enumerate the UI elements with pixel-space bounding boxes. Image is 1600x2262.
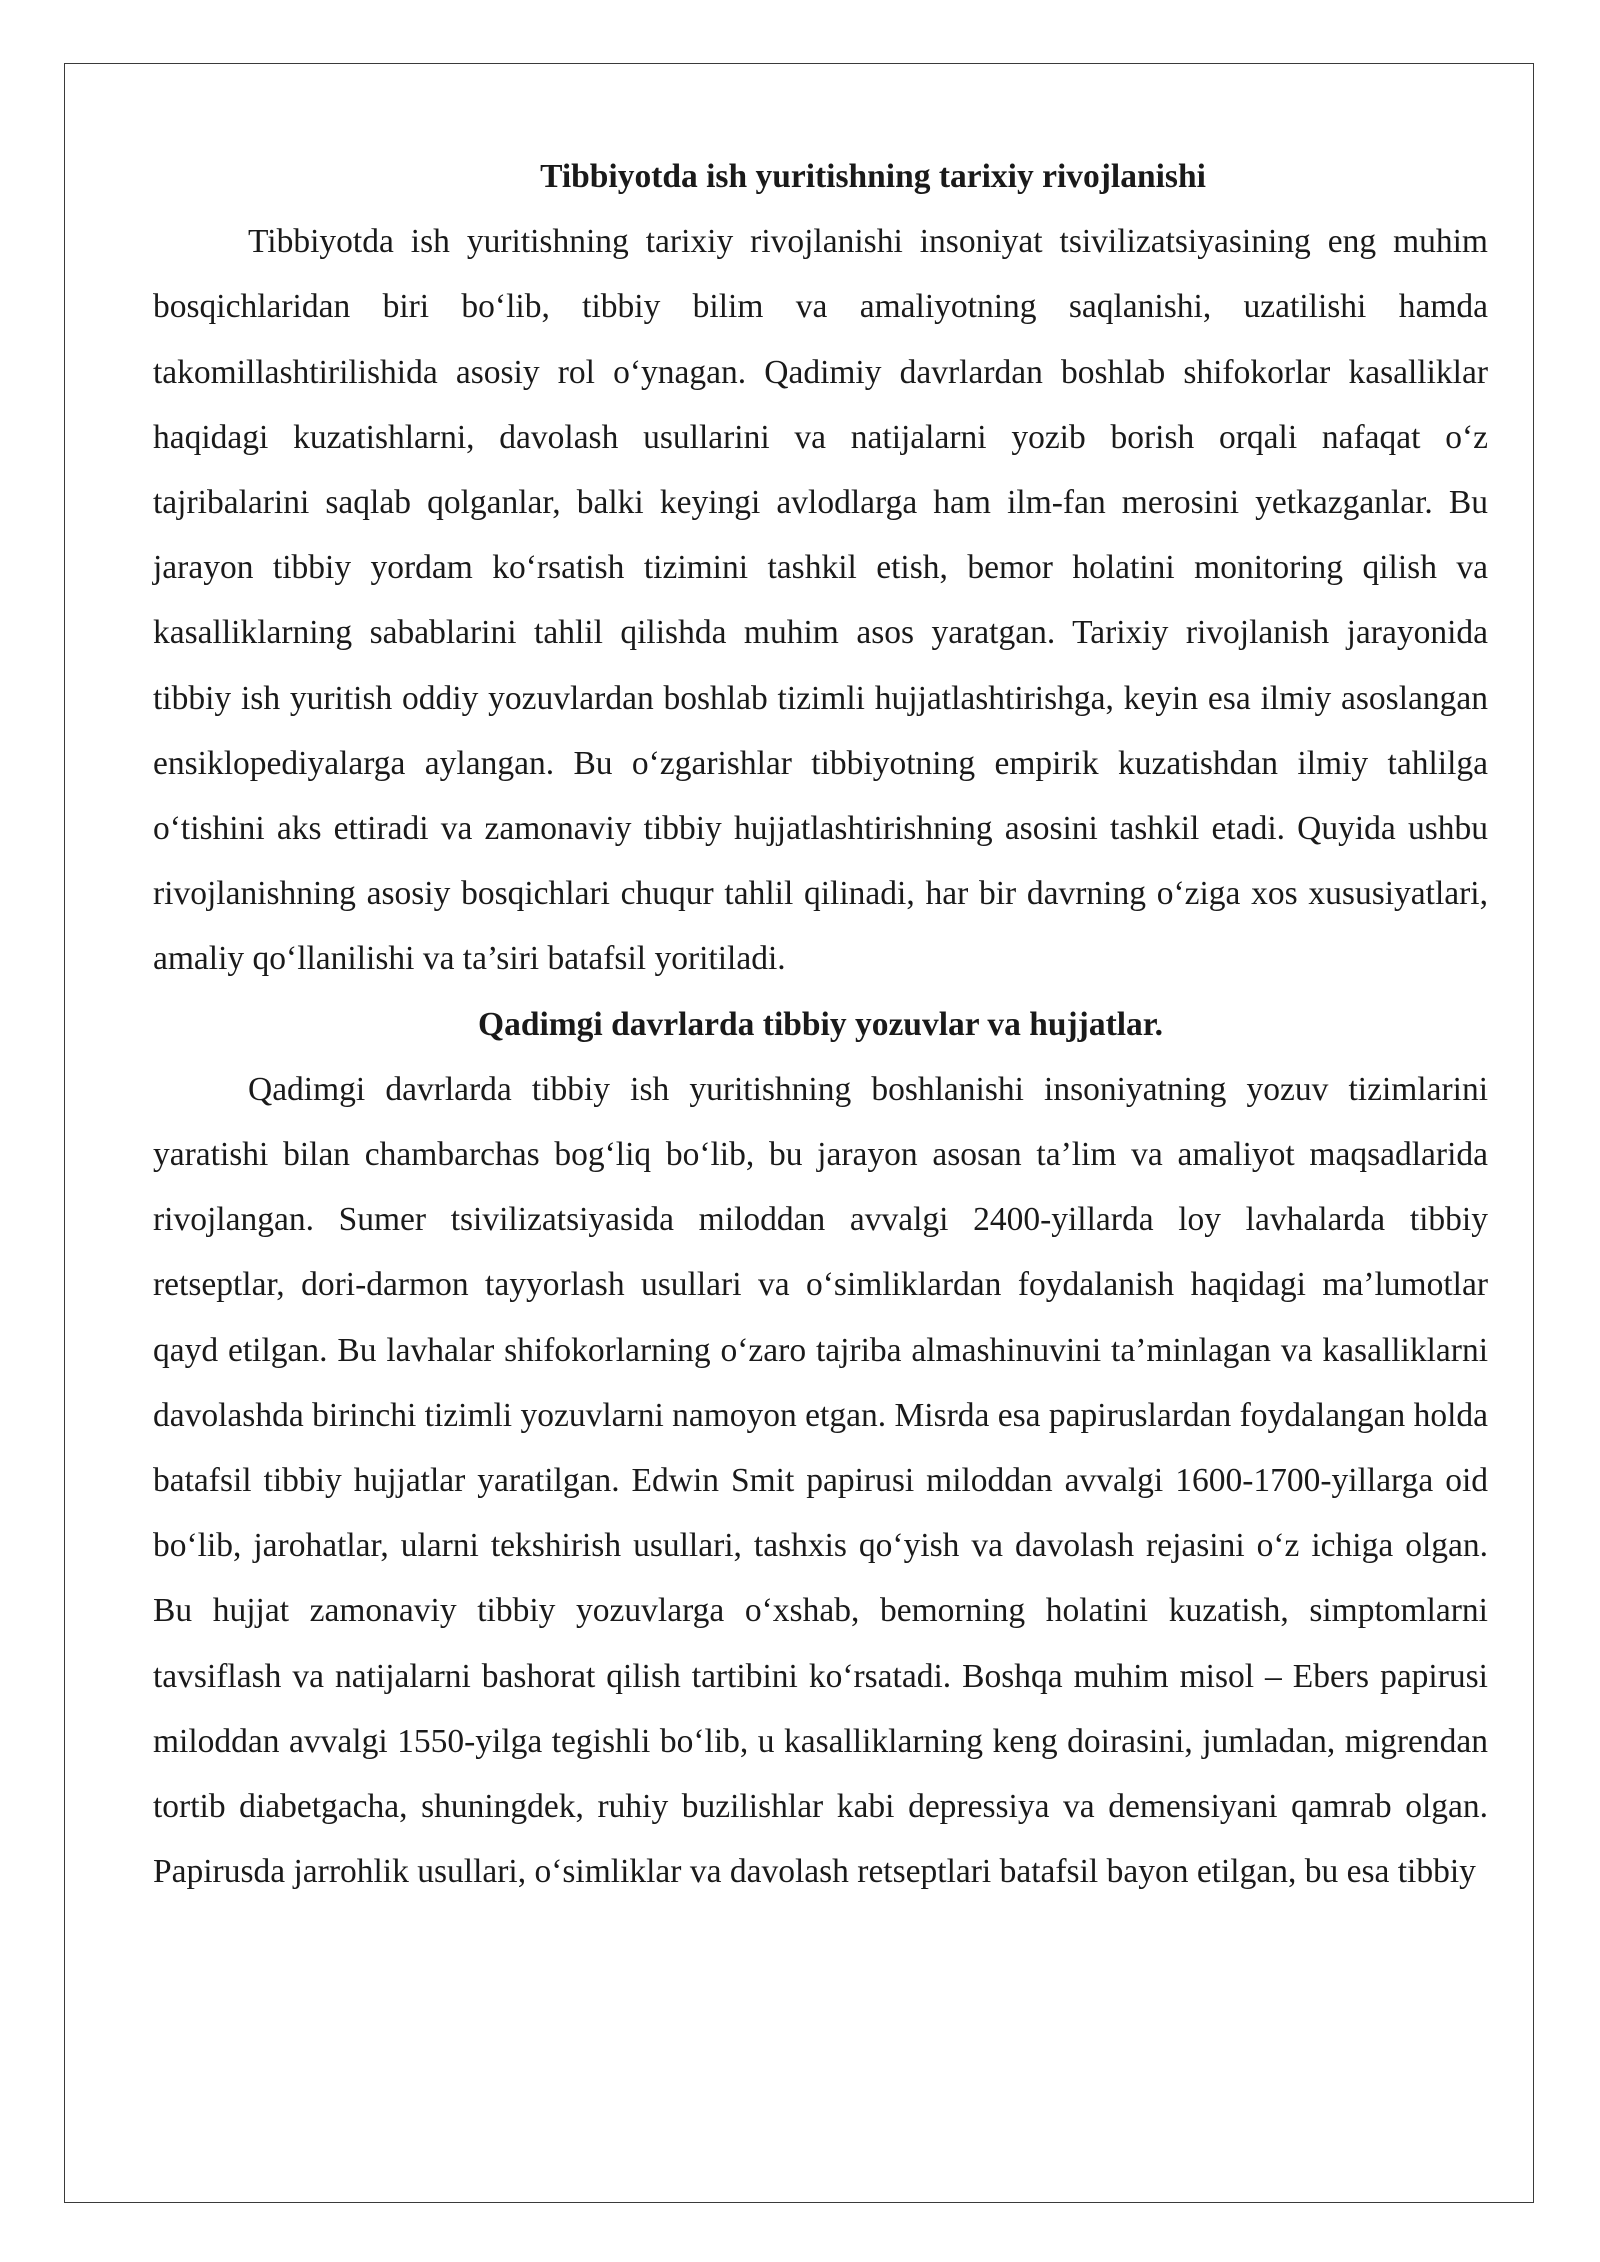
document-body: [153, 144, 1488, 1904]
paragraph-intro: Tibbiyotda ish yuritishning tarixiy rivojlanishi insoniyat tsivilizatsiyasining eng muhim bosqichlaridan biri bo‘lib, tibbiy bilim va amaliyotning saqlanishi, uzatilishi hamda takomillashtirilishida asosiy rol o‘ynagan. Qadimiy davrlardan boshlab shifokorlar kasalliklar haqidagi kuzatishlarni, davolash usullarini va natijalarni yozib borish orqali nafaqat o‘z tajribalarini saqlab qolganlar, balki keyingi avlodlarga ham ilm-fan merosini yetkazganlar. Bu jarayon tibbiy yordam ko‘rsatish tizimini tashkil etish, bemor holatini monitoring qilish va kasalliklarning sabablarini tahlil qilishda muhim asos yaratgan. Tarixiy rivojlanish jarayonida tibbiy ish yuritish oddiy yozuvlardan boshlab tizimli hujjatlashtirishga, keyin esa ilmiy asoslangan ensiklopediyalarga aylangan. Bu o‘zgarishlar tibbiyotning empirik kuzatishdan ilmiy tahlilga o‘tishini aks ettiradi va zamonaviy tibbiy hujjatlashtirishning asosini tashkil etadi. Quyida ushbu rivojlanishning asosiy bosqichlari chuqur tahlil qilinadi, har bir davrning o‘ziga xos xususiyatlari, amaliy qo‘llanilishi va ta’siri batafsil yoritiladi.: [153, 223, 1488, 978]
document-title: Tibbiyotda ish yuritishning tarixiy rivojlanishi: [540, 158, 1206, 195]
section-heading: Qadimgi davrlarda tibbiy yozuvlar va hujjatlar.: [478, 1005, 1163, 1043]
paragraph-ancient-records: Qadimgi davrlarda tibbiy ish yuritishning boshlanishi insoniyatning yozuv tizimlarini yaratishi bilan chambarchas bog‘liq bo‘lib, bu jarayon asosan ta’lim va amaliyot maqsadlarida rivojlangan. Sumer tsivilizatsiyasida miloddan avvalgi 2400-yillarda loy lavhalarda tibbiy retseptlar, dori-darmon tayyorlash usullari va o‘simliklardan foydalanish haqidagi ma’lumotlar qayd etilgan. Bu lavhalar shifokorlarning o‘zaro tajriba almashinuvini ta’minlagan va kasalliklarni davolashda birinchi tizimli yozuvlarni namoyon etgan. Misrda esa papiruslardan foydalangan holda batafsil tibbiy hujjatlar yaratilgan. Edwin Smit papirusi miloddan avvalgi 1600-1700-yillarga oid bo‘lib, jarohatlar, ularni tekshirish usullari, tashxis qo‘yish va davolash rejasini o‘z ichiga olgan. Bu hujjat zamonaviy tibbiy yozuvlarga o‘xshab, bemorning holatini kuzatish, simptomlarni tavsiflash va natijalarni bashorat qilish tartibini ko‘rsatadi. Boshqa muhim misol – Ebers papirusi miloddan avvalgi 1550-yilga tegishli bo‘lib, u kasalliklarning keng doirasini, jumladan, migrendan tortib diabetgacha, shuningdek, ruhiy buzilishlar kabi depressiya va demensiyani qamrab olgan. Papirusda jarrohlik usullari, o‘simliklar va davolash retseptlari batafsil bayon etilgan, bu esa tibbiy: [153, 1070, 1488, 1891]
